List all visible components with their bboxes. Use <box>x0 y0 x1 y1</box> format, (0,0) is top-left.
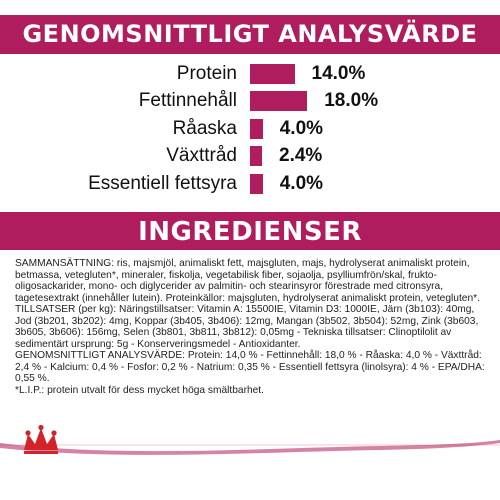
analysis-row <box>0 144 500 168</box>
brand-swoosh <box>0 440 500 455</box>
analysis-row <box>0 62 500 86</box>
analysis-row-label: Essentiell fettsyra <box>88 173 237 194</box>
analysis-row-bar <box>250 119 263 139</box>
analysis-row <box>0 117 500 141</box>
analysis-row-label: Fettinnehåll <box>138 90 237 111</box>
analysis-row-value: 14.0% <box>311 63 366 84</box>
analysis-row-value: 2.4% <box>279 145 323 166</box>
analysis-heading: GENOMSNITTLIGT ANALYSVÄRDE <box>0 15 500 54</box>
analysis-row <box>0 172 500 196</box>
ingredients-text <box>15 258 487 396</box>
analysis-row-label: Protein <box>176 63 237 84</box>
analysis-row-value: 18.0% <box>324 90 379 111</box>
analysis-row-value: 4.0% <box>279 173 324 194</box>
analysis-row <box>0 89 500 113</box>
additives-paragraph: TILLSATSER (per kg): Näringstillsatser: Vitamin A: 15500IE, Vitamin D3: 1000IE, Järn (3b103): 40mg, Jod (3b201, 3b202): 4mg, Koppar (3b405, 3b406): 12mg, Mangan (3b502, 3b504): 52mg, Zink (3b603, 3b605, 3b606): 156mg, Selen (3b801, 3b811, 3b812): 0,05mg - Tekniska tillsatser: Clinoptilolit av sedimentärt ursprung: 5g - Konserveringsmedel - Antioxidanter. <box>15 304 479 350</box>
analysis-row-label: Växttråd <box>166 145 237 166</box>
analysis-row-bar <box>250 174 263 194</box>
analysis-paragraph: GENOMSNITTLIGT ANALYSVÄRDE: Protein: 14,0 % - Fettinnehåll: 18,0 % - Råaska: 4,0 % - Växttråd: 2,4 % - Kalcium: 0,4 % - Fosfor: 0,2 % - Natrium: 0,35 % - Essentiell fettsyra (linolsyra): 4 % - EPA/DHA: 0,55 %. <box>15 350 485 384</box>
analysis-row-bar <box>250 91 307 111</box>
analysis-row-value: 4.0% <box>279 118 324 139</box>
ingredients-heading: INGREDIENSER <box>0 212 500 250</box>
brand-footer <box>0 420 500 500</box>
analysis-row-bar <box>250 146 262 166</box>
composition-paragraph: SAMMANSÄTTNING: ris, majsmjöl, animaliskt fett, majsgluten, majs, hydrolyserat animaliskt protein, betmassa, vetegluten*, mineraler, fiskolja, vegetabilisk fiber, sojaolja, psylliumfrön/skal, frukto-oligosackarider, mono- och diglycerider av palmitin- och stearinsyror förestrade med citronsyra, tagetesextrakt (innehåller lutein). Proteinkällor: majsgluten, hydrolyserat animaliskt protein, vetegluten*. <box>15 258 480 304</box>
footnote-paragraph: *L.I.P.: protein utvalt för dess mycket höga smältbarhet. <box>15 384 264 396</box>
analysis-row-bar <box>250 64 295 84</box>
analysis-row-label: Råaska <box>172 118 237 139</box>
crown-icon <box>24 425 58 454</box>
